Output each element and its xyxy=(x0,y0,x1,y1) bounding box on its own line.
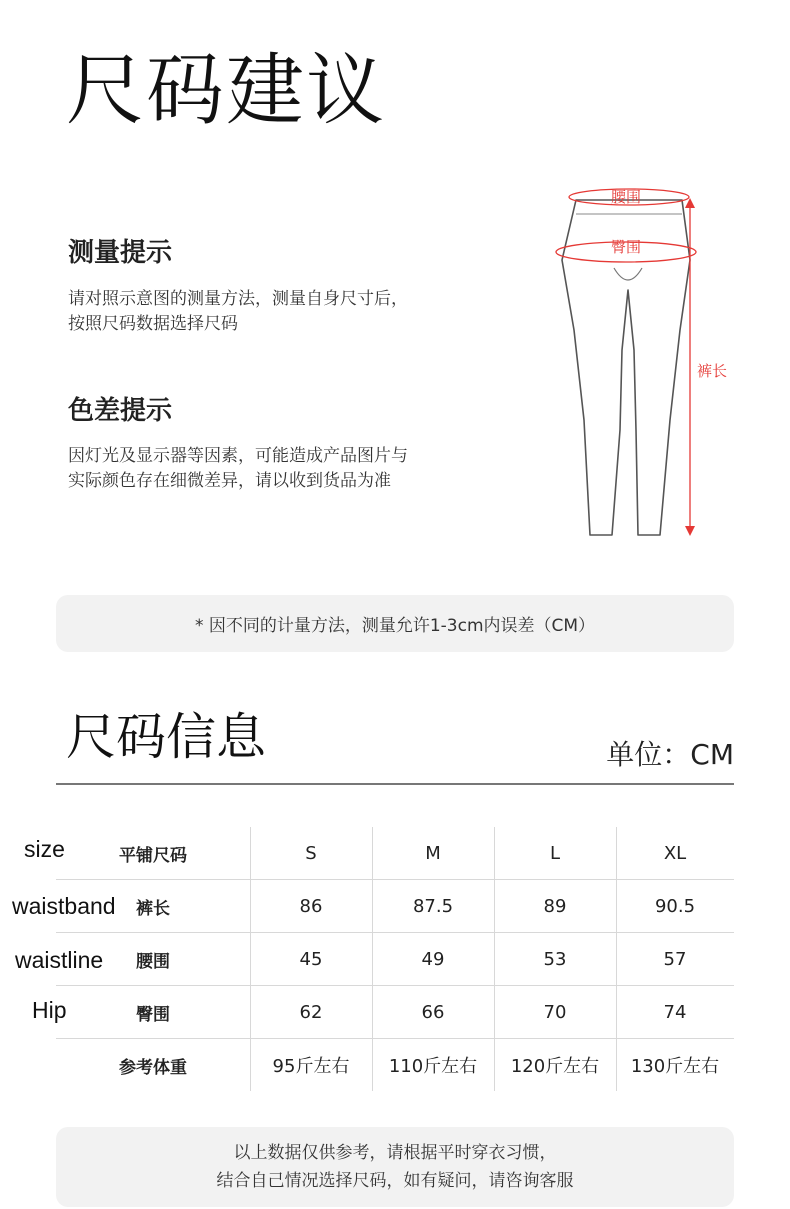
arrow-down-icon xyxy=(685,526,695,536)
color-tips-line-1: 因灯光及显示器等因素，可能造成产品图片与 xyxy=(68,446,408,466)
unit-label: 单位：CM xyxy=(606,738,734,771)
table-row xyxy=(56,986,734,1039)
header-cell: M xyxy=(425,842,441,864)
header-cell: XL xyxy=(663,842,687,864)
color-tips-line-2: 实际颜色存在细微差异，请以收到货品为准 xyxy=(68,471,391,491)
reference-note-line-1: 以上数据仅供参考，请根据平时穿衣习惯， xyxy=(233,1143,557,1163)
header-cell: 平铺尺码 xyxy=(119,845,187,866)
color-tips-text xyxy=(68,444,408,494)
header-cell: L xyxy=(549,842,561,864)
row-label: 参考体重 xyxy=(119,1057,187,1078)
row-label: 臀围 xyxy=(136,1004,170,1025)
table-row xyxy=(56,933,734,986)
measure-tips-text xyxy=(68,287,408,337)
size-info-title: 尺码信息 xyxy=(66,708,266,766)
hip-label: 臀围 xyxy=(610,238,642,256)
row-label: 裤长 xyxy=(136,898,170,919)
table-cell: 120斤左右 xyxy=(510,1056,600,1077)
measure-tips-line-2: 按照尺码数据选择尺码 xyxy=(68,314,238,334)
table-cell: 130斤左右 xyxy=(630,1056,720,1077)
table-cell: 87.5 xyxy=(412,895,454,917)
table-cell: 110斤左右 xyxy=(388,1056,478,1077)
table-cell: 53 xyxy=(543,948,567,970)
table-cell: 57 xyxy=(663,948,687,970)
table-header-row xyxy=(56,827,734,880)
measurement-error-note: * 因不同的计量方法，测量允许1-3cm内误差（CM） xyxy=(56,595,734,652)
reference-note xyxy=(56,1127,734,1207)
waist-label: 腰围 xyxy=(610,188,642,206)
table-cell: 95斤左右 xyxy=(272,1056,350,1077)
table-cell: 66 xyxy=(421,1001,445,1023)
table-cell: 89 xyxy=(543,895,567,917)
measure-tips-heading: 测量提示 xyxy=(68,238,173,268)
table-cell: 62 xyxy=(299,1001,323,1023)
color-tips-heading: 色差提示 xyxy=(68,396,173,426)
table-cell: 74 xyxy=(663,1001,687,1023)
english-label-waistband: waistband xyxy=(12,893,116,919)
reference-note-line-2: 结合自己情况选择尺码，如有疑问，请咨询客服 xyxy=(216,1171,574,1191)
table-cell: 86 xyxy=(299,895,323,917)
english-label-size: size xyxy=(24,836,65,862)
section-divider xyxy=(56,783,734,785)
table-cell: 70 xyxy=(543,1001,567,1023)
english-label-hip: Hip xyxy=(32,997,67,1023)
table-cell: 49 xyxy=(421,948,445,970)
page-title: 尺码建议 xyxy=(66,46,387,136)
english-label-waistline: waistline xyxy=(15,947,104,973)
table-cell: 45 xyxy=(299,948,323,970)
row-label: 腰围 xyxy=(136,951,170,972)
table-row xyxy=(56,1039,734,1092)
table-cell: 90.5 xyxy=(654,895,696,917)
measure-tips-line-1: 请对照示意图的测量方法，测量自身尺寸后， xyxy=(68,289,408,309)
length-label: 裤长 xyxy=(696,362,728,380)
header-cell: S xyxy=(305,842,317,864)
leggings-measurement-diagram xyxy=(550,180,750,540)
table-row xyxy=(56,880,734,933)
